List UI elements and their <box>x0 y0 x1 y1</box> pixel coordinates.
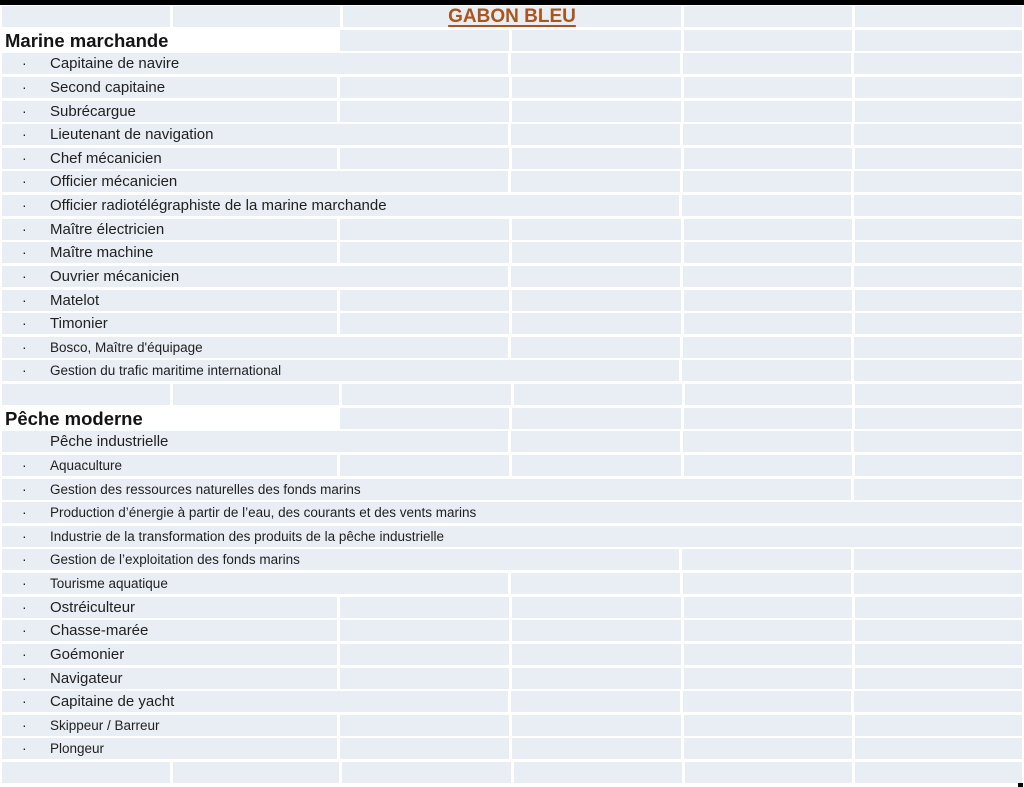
bullet-icon: · <box>22 291 27 308</box>
table-cell[interactable] <box>684 455 852 476</box>
table-cell[interactable] <box>512 644 681 665</box>
table-cell[interactable] <box>855 620 1022 641</box>
table-cell[interactable] <box>512 668 681 689</box>
table-cell[interactable] <box>2 597 337 618</box>
table-cell[interactable] <box>854 266 1022 287</box>
item-row <box>2 124 1022 145</box>
table-cell[interactable] <box>2 549 679 570</box>
item-row <box>2 620 1022 641</box>
table-cell[interactable] <box>855 762 1022 783</box>
table-cell[interactable] <box>855 242 1022 263</box>
bullet-icon: · <box>22 267 27 284</box>
table-cell[interactable] <box>2 242 337 263</box>
bullet-icon: · <box>22 551 27 568</box>
table-cell[interactable] <box>855 219 1022 240</box>
table-cell[interactable] <box>855 101 1022 122</box>
table-cell[interactable] <box>2 502 1022 523</box>
item-row <box>2 290 1022 311</box>
table-cell[interactable] <box>854 337 1022 358</box>
table-cell[interactable] <box>682 195 851 216</box>
table-cell[interactable] <box>855 77 1022 98</box>
table-cell[interactable] <box>340 620 509 641</box>
item-row <box>2 431 1022 452</box>
table-cell[interactable] <box>340 738 509 759</box>
table-cell[interactable] <box>2 195 679 216</box>
table-cell[interactable] <box>511 53 680 74</box>
table-cell[interactable] <box>340 715 509 736</box>
bullet-icon: · <box>22 504 27 521</box>
table-cell[interactable] <box>512 290 681 311</box>
table-cell[interactable] <box>2 30 337 51</box>
table-cell[interactable] <box>342 762 510 783</box>
table-cell[interactable] <box>684 644 852 665</box>
item-row <box>2 479 1022 500</box>
item-row <box>2 313 1022 334</box>
bullet-icon: · <box>22 126 27 143</box>
item-label: Plongeur <box>50 741 105 757</box>
table-cell[interactable] <box>173 6 340 27</box>
table-cell[interactable] <box>2 77 337 98</box>
table-cell[interactable] <box>2 101 337 122</box>
item-label: Maître électricien <box>50 220 165 238</box>
table-cell[interactable] <box>684 6 852 27</box>
table-cell[interactable] <box>511 337 680 358</box>
item-row <box>2 53 1022 74</box>
table-cell[interactable] <box>855 148 1022 169</box>
table-cell[interactable] <box>512 738 681 759</box>
table-cell[interactable] <box>685 762 853 783</box>
item-row <box>2 242 1022 263</box>
bullet-icon: · <box>22 362 27 379</box>
table-cell[interactable] <box>854 549 1022 570</box>
table-cell[interactable] <box>684 715 852 736</box>
bullet-icon: · <box>22 645 27 662</box>
bullet-icon: · <box>22 456 27 473</box>
page-title: GABON BLEU <box>448 6 576 27</box>
table-cell[interactable] <box>855 644 1022 665</box>
item-row <box>2 715 1022 736</box>
bullet-icon: · <box>22 149 27 166</box>
table-cell[interactable] <box>684 219 852 240</box>
blank-row <box>2 384 1022 405</box>
table-cell[interactable] <box>683 691 852 712</box>
table-cell[interactable] <box>684 77 852 98</box>
table-cell[interactable] <box>340 242 509 263</box>
table-cell[interactable] <box>854 479 1023 500</box>
table-cell[interactable] <box>854 691 1022 712</box>
table-cell[interactable] <box>2 408 337 429</box>
table-cell[interactable] <box>511 431 680 452</box>
item-row <box>2 573 1022 594</box>
item-row <box>2 101 1022 122</box>
table-cell[interactable] <box>683 573 852 594</box>
bullet-icon: · <box>22 480 27 497</box>
bullet-icon: · <box>22 78 27 95</box>
table-cell[interactable] <box>2 762 170 783</box>
item-label: Production d’énergie à partir de l’eau, des courants et des vents marins <box>50 505 477 521</box>
item-label: Tourisme aquatique <box>50 576 168 591</box>
table-cell[interactable] <box>2 715 337 736</box>
item-row <box>2 738 1022 759</box>
table-cell[interactable] <box>340 30 509 51</box>
table-cell[interactable] <box>2 620 337 641</box>
table-cell[interactable] <box>854 171 1022 192</box>
table-cell[interactable] <box>2 219 337 240</box>
item-label: Gestion du trafic maritime international <box>50 363 282 379</box>
table-cell[interactable] <box>2 124 508 145</box>
table-cell[interactable] <box>340 408 509 429</box>
table-cell[interactable] <box>2 148 337 169</box>
table-cell[interactable] <box>512 148 681 169</box>
table-cell[interactable] <box>683 266 852 287</box>
table-cell[interactable] <box>512 313 681 334</box>
table-cell[interactable] <box>2 360 679 381</box>
table-cell[interactable] <box>2 266 508 287</box>
table <box>2 6 1022 783</box>
item-label: Gestion de l’exploitation des fonds marins <box>50 552 300 568</box>
table-cell[interactable] <box>684 290 852 311</box>
item-row <box>2 644 1022 665</box>
table-cell[interactable] <box>511 573 680 594</box>
bullet-icon: · <box>22 575 27 591</box>
item-label: Ostréiculteur <box>50 598 136 616</box>
bullet-icon: · <box>22 740 27 757</box>
table-cell[interactable] <box>855 313 1022 334</box>
table-cell[interactable] <box>684 148 852 169</box>
item-label: Matelot <box>50 291 100 309</box>
bullet-icon: · <box>22 102 27 119</box>
bullet-icon: · <box>22 598 27 615</box>
table-cell[interactable] <box>854 573 1022 594</box>
table-cell[interactable] <box>2 644 337 665</box>
item-label: Capitaine de navire <box>50 55 180 73</box>
item-label: Pêche industrielle <box>50 433 169 451</box>
table-cell[interactable] <box>2 691 508 712</box>
table-cell[interactable] <box>343 6 681 27</box>
table-cell[interactable] <box>2 668 337 689</box>
item-label: Industrie de la transformation des produits de la pêche industrielle <box>50 528 444 544</box>
bullet-icon: · <box>22 173 27 190</box>
table-cell[interactable] <box>2 290 337 311</box>
table-cell[interactable] <box>2 171 508 192</box>
section-row <box>2 408 1022 429</box>
corner-mark <box>1018 783 1023 787</box>
item-label: Subrécargue <box>50 102 136 120</box>
item-label: Ouvrier mécanicien <box>50 267 180 285</box>
table-cell[interactable] <box>340 668 509 689</box>
item-label: Officier mécanicien <box>50 173 178 191</box>
bullet-icon: · <box>22 622 27 639</box>
table-cell[interactable] <box>512 455 681 476</box>
table-cell[interactable] <box>2 455 337 476</box>
table-cell[interactable] <box>684 313 852 334</box>
bullet-icon: · <box>22 197 27 213</box>
item-row <box>2 148 1022 169</box>
item-row <box>2 502 1022 523</box>
table-cell[interactable] <box>511 124 680 145</box>
item-row <box>2 77 1022 98</box>
item-row <box>2 455 1022 476</box>
table-cell[interactable] <box>340 148 509 169</box>
table-cell[interactable] <box>2 738 337 759</box>
item-label: Capitaine de yacht <box>50 693 175 711</box>
table-cell[interactable] <box>512 408 681 429</box>
table-cell[interactable] <box>684 408 852 429</box>
item-row <box>2 597 1022 618</box>
table-cell[interactable] <box>512 242 681 263</box>
item-row <box>2 266 1022 287</box>
item-label: Officier radiotélégraphiste de la marine marchande <box>50 197 387 214</box>
table-cell[interactable] <box>511 691 680 712</box>
bullet-icon: · <box>22 55 27 72</box>
item-label: Chasse-marée <box>50 622 149 640</box>
table-cell[interactable] <box>512 715 681 736</box>
table-cell[interactable] <box>340 597 509 618</box>
item-label: Lieutenant de navigation <box>50 126 214 144</box>
table-cell[interactable] <box>855 290 1022 311</box>
item-label: Chef mécanicien <box>50 149 162 167</box>
item-label: Timonier <box>50 315 108 333</box>
table-cell[interactable] <box>855 738 1022 759</box>
bullet-icon: · <box>22 716 27 733</box>
blank-row <box>2 762 1022 783</box>
table-cell[interactable] <box>512 620 681 641</box>
table-cell[interactable] <box>2 337 508 358</box>
table-cell[interactable] <box>340 313 509 334</box>
item-label: Aquaculture <box>50 457 123 473</box>
table-cell[interactable] <box>855 408 1022 429</box>
table-cell[interactable] <box>855 455 1022 476</box>
item-row <box>2 526 1022 547</box>
table-cell[interactable] <box>854 431 1022 452</box>
table-cell[interactable] <box>684 620 852 641</box>
bullet-icon: · <box>22 220 27 237</box>
table-cell[interactable] <box>854 124 1022 145</box>
table-cell[interactable] <box>685 384 853 405</box>
table-cell[interactable] <box>340 455 509 476</box>
item-label: Second capitaine <box>50 78 166 96</box>
table-cell[interactable] <box>683 171 852 192</box>
item-label: Skippeur / Barreur <box>50 717 160 733</box>
table-cell[interactable] <box>514 384 682 405</box>
table-cell[interactable] <box>2 526 1022 547</box>
table-cell[interactable] <box>511 171 680 192</box>
bullet-icon: · <box>22 693 27 710</box>
section-heading: Marine marchande <box>5 29 169 51</box>
table-cell[interactable] <box>855 384 1022 405</box>
table-cell[interactable] <box>682 549 851 570</box>
table-cell[interactable] <box>2 53 508 74</box>
table-cell[interactable] <box>684 597 852 618</box>
table-cell[interactable] <box>340 290 509 311</box>
bullet-icon: · <box>22 527 27 544</box>
table-cell[interactable] <box>512 30 681 51</box>
table-cell[interactable] <box>854 53 1022 74</box>
item-row <box>2 549 1022 570</box>
table-cell[interactable] <box>854 195 1022 216</box>
section-heading: Pêche moderne <box>5 407 143 429</box>
table-cell[interactable] <box>512 597 681 618</box>
item-row <box>2 337 1022 358</box>
table-cell[interactable] <box>854 360 1022 381</box>
table-cell[interactable] <box>855 6 1022 27</box>
table-cell[interactable] <box>514 762 682 783</box>
top-border <box>0 0 1024 5</box>
table-cell[interactable] <box>2 573 508 594</box>
table-cell[interactable] <box>682 360 851 381</box>
table-cell[interactable] <box>855 30 1022 51</box>
table-cell[interactable] <box>511 266 680 287</box>
table-cell[interactable] <box>2 384 170 405</box>
table-cell[interactable] <box>340 644 509 665</box>
table-cell[interactable] <box>342 384 510 405</box>
item-label: Gestion des ressources naturelles des fonds marins <box>50 481 361 497</box>
table-cell[interactable] <box>2 313 337 334</box>
table-cell[interactable] <box>684 738 852 759</box>
title-row <box>2 6 1022 27</box>
item-row <box>2 219 1022 240</box>
item-row <box>2 195 1022 216</box>
item-label: Maître machine <box>50 244 154 262</box>
item-row <box>2 668 1022 689</box>
item-row <box>2 360 1022 381</box>
table-cell[interactable] <box>684 30 852 51</box>
table-cell[interactable] <box>855 668 1022 689</box>
table-cell[interactable] <box>683 124 852 145</box>
table-cell[interactable] <box>684 101 852 122</box>
table-cell[interactable] <box>683 337 852 358</box>
table-cell[interactable] <box>2 6 170 27</box>
bullet-icon: · <box>22 315 27 332</box>
item-label: Goémonier <box>50 645 125 663</box>
table-cell[interactable] <box>684 242 852 263</box>
table-cell[interactable] <box>683 53 852 74</box>
table-cell[interactable] <box>340 101 509 122</box>
bullet-icon: · <box>22 338 27 355</box>
table-cell[interactable] <box>855 715 1022 736</box>
table-cell[interactable] <box>173 762 340 783</box>
item-label: Navigateur <box>50 669 123 687</box>
table-cell[interactable] <box>2 479 851 500</box>
bullet-icon: · <box>22 669 27 686</box>
item-row <box>2 691 1022 712</box>
item-label: Bosco, Maître d'équipage <box>50 339 203 355</box>
section-row <box>2 30 1022 51</box>
table-cell[interactable] <box>512 101 681 122</box>
table-cell[interactable] <box>855 597 1022 618</box>
table-cell[interactable] <box>683 431 852 452</box>
item-row <box>2 171 1022 192</box>
table-cell[interactable] <box>340 219 509 240</box>
table-cell[interactable] <box>340 77 509 98</box>
table-cell[interactable] <box>2 431 508 452</box>
table-cell[interactable] <box>173 384 340 405</box>
table-cell[interactable] <box>512 219 681 240</box>
table-cell[interactable] <box>512 77 681 98</box>
table-cell[interactable] <box>684 668 852 689</box>
bullet-icon: · <box>22 244 27 261</box>
